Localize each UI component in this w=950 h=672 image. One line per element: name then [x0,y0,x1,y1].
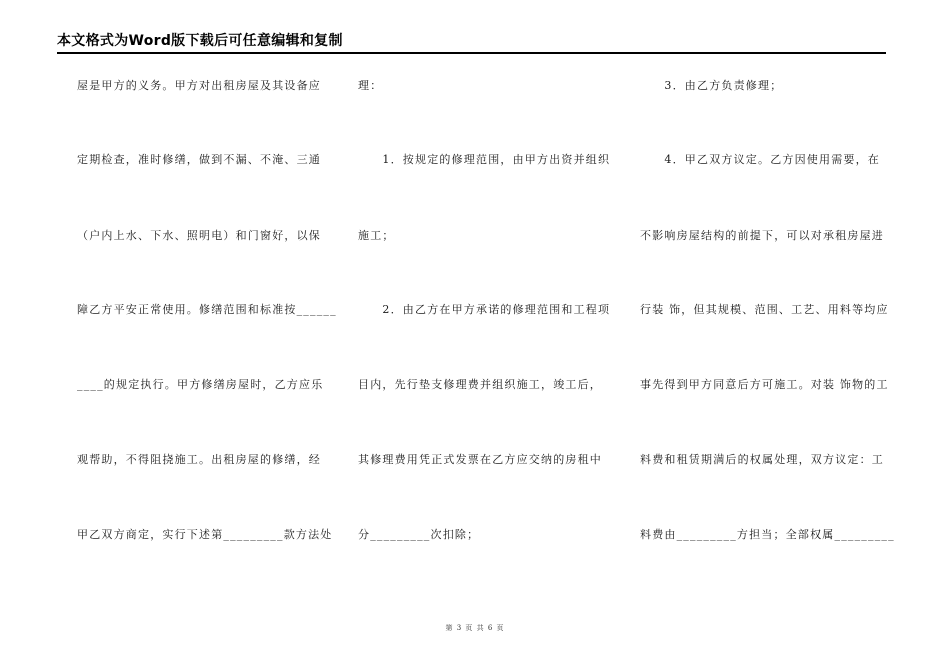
text-line: 定期检查，准时修缮，做到不漏、不淹、三通 [77,153,321,166]
page-header-title: 本文格式为Word版下载后可任意编辑和复制 [57,33,343,49]
text-line: 屋是甲方的义务。甲方对出租房屋及其设备应 [77,79,321,92]
text-line: 3．由乙方负责修理； [640,79,783,92]
text-line: 事先得到甲方同意后方可施工。对装 饰物的工 [640,378,889,391]
text-line: 其修理费用凭正式发票在乙方应交纳的房租中 [358,453,602,466]
text-line: 料费由_________方担当；全部权属_________ [640,528,895,541]
text-line: 目内，先行垫支修理费并组织施工，竣工后， [358,378,602,391]
text-line: 障乙方平安正常使用。修缮范围和标准按______ [77,303,337,316]
header-rule [57,52,886,54]
text-line: 分_________次扣除； [358,528,480,541]
text-line: （户内上水、下水、照明电）和门窗好，以保 [77,229,321,242]
page-number: 第 3 页 共 6 页 [445,624,505,632]
text-line: 4．甲乙双方议定。乙方因使用需要，在 [640,153,880,166]
text-line: 理： [358,79,383,92]
text-line: 料费和租赁期满后的权属处理，双方议定：工 [640,453,884,466]
text-line: 施工； [358,229,395,242]
text-line: 2．由乙方在甲方承诺的修理范围和工程项 [358,303,611,316]
text-line: 不影响房屋结构的前提下，可以对承租房屋进 [640,229,884,242]
text-line: 行装 饰，但其规模、范围、工艺、用料等均应 [640,303,889,316]
text-line: ____的规定执行。甲方修缮房屋时，乙方应乐 [77,378,324,391]
text-line: 甲乙双方商定，实行下述第_________款方法处 [77,528,333,541]
text-line: 1．按规定的修理范围，由甲方出资并组织 [358,153,611,166]
text-line: 观帮助，不得阻挠施工。出租房屋的修缮，经 [77,453,321,466]
